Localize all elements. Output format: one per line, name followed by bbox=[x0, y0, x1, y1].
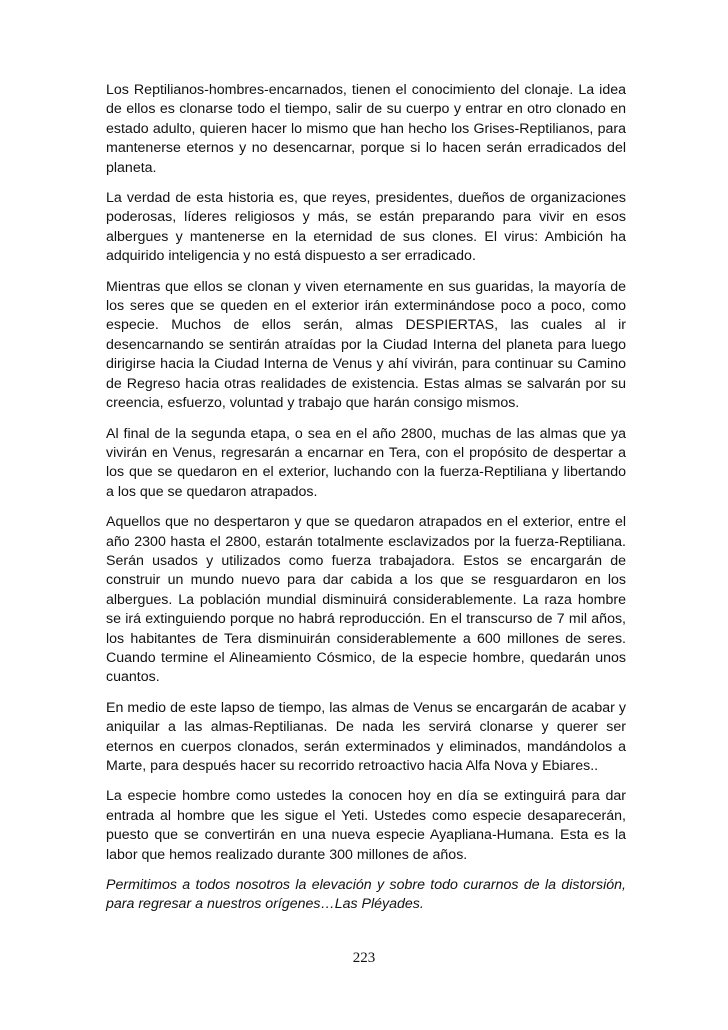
paragraph-1: Los Reptilianos-hombres-encarnados, tienen el conocimiento del clonaje. La idea de ellos es clonarse todo el tiempo, salir de su cuerpo y entrar en otro clonado en estado adulto, quieren hacer lo mismo que han hecho los Grises-Reptilianos, para mantenerse eternos y no desencarnar, porque si lo hacen serán erradicados del planeta. bbox=[106, 82, 626, 176]
document-body bbox=[106, 81, 626, 926]
paragraph-3: Mientras que ellos se clonan y viven eternamente en sus guaridas, la mayoría de los seres que se queden en el exterior irán exterminándose poco a poco, como especie. Muchos de ellos serán, almas DESPIERTAS, las cuales al ir desencarnando se sentirán atraídas por la Ciudad Interna del planeta para luego dirigirse hacia la Ciudad Interna de Venus y ahí vivirán, para continuar su Camino de Regreso hacia otras realidades de existencia. Estas almas se salvarán por su creencia, esfuerzo, voluntad y trabajo que harán consigo mismos. bbox=[106, 278, 626, 412]
paragraph-2: La verdad de esta historia es, que reyes, presidentes, dueños de organizaciones poderosas, líderes religiosos y más, se están preparando para vivir en esos albergues y mantenerse en la eternidad de sus clones. El virus: Ambición ha adquirido inteligencia y no está dispuesto a ser erradicado. bbox=[106, 190, 626, 265]
paragraph-7: La especie hombre como ustedes la conocen hoy en día se extinguirá para dar entrada al hombre que les sigue el Yeti. Ustedes como especie desaparecerán, puesto que se convertirán en una nueva especie Ayapliana-Humana. Esta es la labor que hemos realizado durante 300 millones de años. bbox=[106, 788, 626, 863]
paragraph-5: Aquellos que no despertaron y que se quedaron atrapados en el exterior, entre el año 2300 hasta el 2800, estarán totalmente esclavizados por la fuerza-Reptiliana. Serán usados y utilizados como fuerza trabajadora. Estos se encargarán de construir un mundo nuevo para dar cabida a los que se resguardaron en los albergues. La población mundial disminuirá considerablemente. La raza hombre se irá extinguiendo porque no habrá reproducción. En el transcurso de 7 mil años, los habitantes de Tera disminuirán considerablemente a 600 millones de seres. Cuando termine el Alineamiento Cósmico, de la especie hombre, quedarán unos cuantos. bbox=[106, 514, 626, 686]
closing-paragraph: Permitimos a todos nosotros la elevación y sobre todo curarnos de la distorsión, para regresar a nuestros orígenes…Las Pléyades. bbox=[106, 877, 626, 913]
page-number: 223 bbox=[352, 950, 376, 966]
paragraph-6: En medio de este lapso de tiempo, las almas de Venus se encargarán de acabar y aniquilar a las almas-Reptilianas. De nada les servirá clonarse y querer ser eternos en cuerpos clonados, serán exterminados y eliminados, mandándolos a Marte, para después hacer su recorrido retroactivo hacia Alfa Nova y Ebiares.. bbox=[106, 699, 626, 774]
paragraph-4: Al final de la segunda etapa, o sea en el año 2800, muchas de las almas que ya vivirán en Venus, regresarán a encarnar en Tera, con el propósito de despertar a los que se quedaron en el exterior, luchando con la fuerza-Reptiliana y libertando a los que se quedaron atrapados. bbox=[106, 425, 626, 500]
